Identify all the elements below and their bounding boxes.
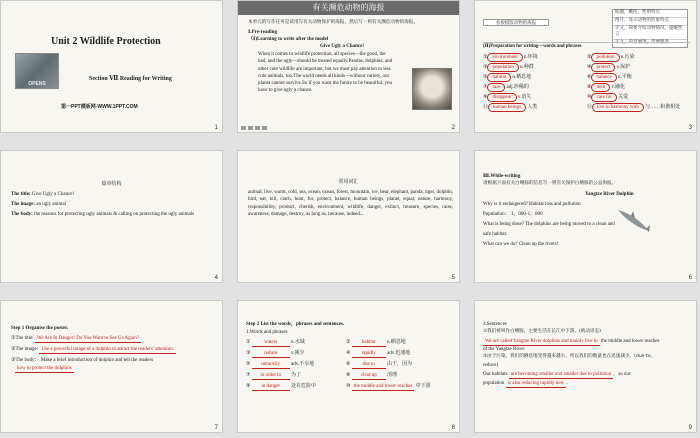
body-line: planet cannot survive.So if you want the future to be beautiful, you — [258, 81, 392, 86]
body-line: cute animals, too.The world needs all kinds—without variety, our — [258, 73, 390, 79]
sentence-answer: Our habitats are becoming smaller and smaller due to pollution ，so our — [483, 371, 693, 379]
slide-heading: 常用词汇 — [338, 179, 359, 185]
body-row: The body: the reasons for protecting ugly animals & calling on protecting the ugly animals — [11, 212, 195, 217]
slide-number: 8 — [451, 425, 455, 431]
slide-number: 7 — [214, 425, 218, 431]
vocab-item: ⑤ unluckily adv.不幸地 — [246, 361, 314, 369]
image-row: ②The image: Use a powerful image of a dolphin to attract the readers’ attention. — [11, 346, 176, 354]
slide-number: 2 — [451, 125, 455, 131]
model-title: Give Ugly a Chance! — [320, 44, 365, 49]
body-fill: how to protect the dolphins — [15, 365, 74, 373]
body-row: ③The body： Make a brief introduction of dolphin and tell the readers — [11, 358, 154, 363]
slide-number: 9 — [688, 425, 692, 431]
site-label: 第一PPT模板网-WWW.1PPT.COM — [61, 104, 138, 110]
slide-header: 有关濒危动物的海报 — [312, 3, 385, 12]
step-heading: Step 1 Organise the poster. — [11, 326, 69, 331]
body-line: bad, and the ugly—should be treated equally.Pandas, dolphins, and — [258, 59, 393, 65]
sentence-prompt-cont: reduce) — [483, 363, 498, 368]
title-row: The title: Give Ugly a Chance! — [11, 192, 75, 197]
slide-number: 6 — [688, 275, 692, 281]
vocab-item: ⑥ balance n.平衡 — [587, 73, 632, 82]
vocab-item: ⑦ rare adj.珍稀的 — [483, 83, 529, 92]
structure-row: 标题，概括，性别特点 — [613, 10, 687, 18]
vocab-item: ⑦ in order to 为了 — [246, 372, 301, 380]
slide-4[interactable] — [0, 150, 223, 283]
intro-text: 本单元的写作任务是读用写有关动物保护的海报，然后写一则有关濒危动物的海报。 — [248, 20, 418, 25]
dolphin-icon — [615, 207, 651, 233]
sentence-prompt: ①我们被叫作白鳍豚，主要生活在长江中下游。(被动语态) — [483, 329, 601, 334]
image-row: The image: an ugly animal — [11, 202, 66, 207]
sub-heading: 2.Sentences — [483, 322, 507, 327]
section-heading: Ⅲ.While-writing — [483, 174, 521, 179]
vocab-item: ⑥ due to 由于，因为 — [346, 361, 412, 369]
sentence-answer: We are called Yangtze River dolphins and mainly live in the middle and lower reaches — [483, 338, 693, 346]
slide-number: 4 — [214, 275, 218, 281]
poster-label-box: 看板模版动物的海报 — [483, 19, 549, 26]
vocab-item: ⑩ care for 关爱 — [587, 93, 628, 102]
section-heading: (Ⅱ)Preparation for writing—words and phrases — [483, 44, 582, 49]
slide-7[interactable] — [0, 300, 223, 433]
slide-number: 1 — [214, 125, 218, 131]
slide-number: 5 — [451, 275, 455, 281]
word-list: animal, live, warm, cold, sea, ocean, ocean, forest, mountain, ice, bear, elephant, panda, tiger, dolphin, bird, eat, kill, catch, hunt, fur, protect, balance, human beings, planet, equal, nature, harmony, responsibility, product, cherish, environment, wildlife, danger, extinct, treasure, species, raise, awareness, damage, destroy, as long as, because, indeed... — [248, 190, 453, 217]
sentence-prompt: ②由于污染，我们的栖息地变得越来越小，所以我们的数量也在迅速减少。(due to， — [483, 354, 656, 359]
vocab-item: ③ reduce v.减少 — [246, 350, 304, 358]
sub-heading: 1.Words and phrases — [246, 330, 288, 335]
vocab-item: ③ population n.种群 — [483, 63, 534, 72]
vocab-item: ⑨ disappear v.消失 — [483, 93, 531, 102]
divider — [483, 42, 690, 43]
animal-name: Yangtze River Dolphin — [585, 192, 634, 197]
info-line: safe habitat. — [483, 232, 508, 237]
structure-row: 正文，内容展现，需要服务 — [615, 40, 669, 45]
vocab-item: ⑧ melt v.融化 — [587, 83, 625, 92]
vocab-item: ⑤ habitat n.栖息地 — [483, 73, 531, 82]
vocab-item: ④ protect v.保护 — [587, 63, 630, 72]
vocab-item: ⑩ the middle and lower reaches 中下游 — [346, 383, 431, 391]
slide-6[interactable] — [474, 150, 697, 283]
vocab-item: ⑧ clear up 清理 — [346, 372, 397, 380]
slide-controls — [241, 126, 267, 130]
book-cover-label: OPENS — [28, 81, 46, 87]
model-body — [258, 51, 410, 95]
vocab-item: ④ rapidly adv.迅速地 — [346, 350, 410, 358]
info-line: Why is it endangered? Habitat loss and pollution — [483, 202, 581, 207]
slide-9[interactable] — [474, 300, 697, 433]
slide-3[interactable] — [474, 0, 697, 133]
slide-8[interactable] — [237, 300, 460, 433]
slide-title: Unit 2 Wildlife Protection — [51, 36, 161, 47]
slide-2[interactable] — [237, 0, 460, 133]
vocab-item: ① environment n.环境 — [483, 53, 538, 62]
vocab-item: ⑨ in danger 处在危险中 — [246, 383, 316, 391]
vocab-item: ② habitat n.栖息地 — [346, 339, 406, 347]
sentence-answer-cont: of the Yangtze River. — [483, 347, 526, 352]
slide-heading: 篇章结构 — [101, 181, 122, 187]
body-line: When it comes to wildlife protection, all species—the good, the — [258, 52, 386, 57]
body-line: have to give ugly a chance. — [258, 88, 313, 94]
structure-row: 正文，简要介绍动物情况，提醒性言 — [613, 26, 687, 41]
sentence-answer: population is also reducing rapidly now . — [483, 380, 568, 388]
title-row: ①The title: We Are In Danger! Do You Want to See Us Again? — [11, 335, 141, 343]
vocab-item: ① waters n.水域 — [246, 339, 305, 347]
vocab-item: ⑫ live in harmony with 与……和谐相处 — [587, 103, 680, 112]
body-line: other cute wildlife are important, but we must pay attention to less — [258, 66, 391, 72]
info-line: What can we do? Clean up the rivers! — [483, 242, 559, 247]
slide-subtitle: Section Ⅶ Reading for Writing — [89, 76, 172, 82]
structure-row: 图片，显示动物的形象特点 — [613, 18, 687, 26]
slide-number: 3 — [688, 125, 692, 131]
step-heading: Step 2 List the words，phrases and sentences. — [246, 322, 345, 327]
slide-1[interactable] — [0, 0, 223, 133]
ugly-animal-photo — [412, 68, 452, 110]
subsection-heading: （Ⅰ)Learning to write after the model — [248, 37, 329, 42]
section-heading: Ⅰ.Pre-reading — [248, 30, 277, 35]
slide-5[interactable] — [237, 150, 460, 283]
info-line: What is being done? The dolphins are being moved to a clean and — [483, 222, 615, 227]
intro-text: 请根据下面有关白鳍豚的信息写一则有关保护白鳍豚的公益海报。 — [483, 181, 617, 186]
info-line: Population： 1，000-1，800 — [483, 212, 543, 217]
vocab-item: ② pollution n.污染 — [587, 53, 635, 62]
vocab-item: ⑪ human beings 人类 — [483, 103, 537, 112]
